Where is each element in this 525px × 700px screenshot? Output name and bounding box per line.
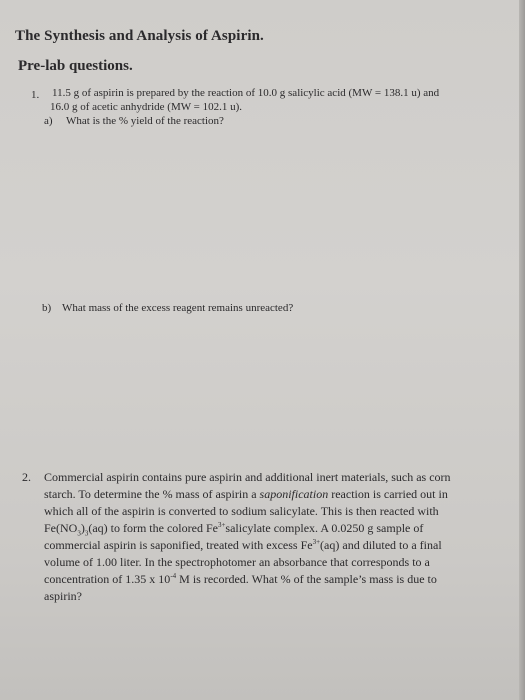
question-2-line-4: $Fe(NO_3)_3(aq)$ to form the colored $Fe^{3+}salicylate$ complex. A 0.0250 g sample of	[44, 521, 424, 538]
page-edge-shadow	[519, 0, 525, 700]
question-1-number: 1.	[31, 89, 40, 101]
question-2-line-1: Commercial aspirin contains pure aspirin and additional inert materials, such as corn	[44, 470, 451, 484]
question-1b-label: b)	[42, 302, 52, 314]
question-2-number: 2.	[22, 470, 31, 484]
question-1b-text: What mass of the excess reagent remains unreacted?	[62, 302, 294, 314]
page-title: The Synthesis and Analysis of Aspirin.	[15, 28, 264, 44]
question-2-line-8: aspirin?	[44, 589, 82, 603]
question-1a-text: What is the % yield of the reaction?	[66, 115, 224, 127]
question-2-line-7: concentration of 1.35 x $10^{-4}$ M is recorded. What % of the sample’s mass is due to	[44, 572, 437, 586]
question-2-line-6: volume of 1.00 liter. In the spectrophotomer an absorbance that corresponds to a	[44, 555, 430, 569]
question-2-line-2: starch. To determine the % mass of aspirin a saponification reaction is carried out in	[44, 487, 448, 501]
question-2-line-3: which all of the aspirin is converted to sodium salicylate. This is then reacted with	[44, 504, 439, 518]
question-1-line-1: 11.5 g of aspirin is prepared by the reaction of 10.0 g salicylic acid (MW = 138.1 u) and	[52, 87, 440, 99]
page-subtitle: Pre-lab questions.	[18, 58, 133, 74]
question-1a-label: a)	[44, 115, 53, 127]
question-1-line-2: 16.0 g of acetic anhydride (MW = 102.1 u).	[50, 101, 243, 113]
question-2-line-5: commercial aspirin is saponified, treated with excess $Fe^{3+}(aq)$ and diluted to a final	[44, 538, 442, 552]
